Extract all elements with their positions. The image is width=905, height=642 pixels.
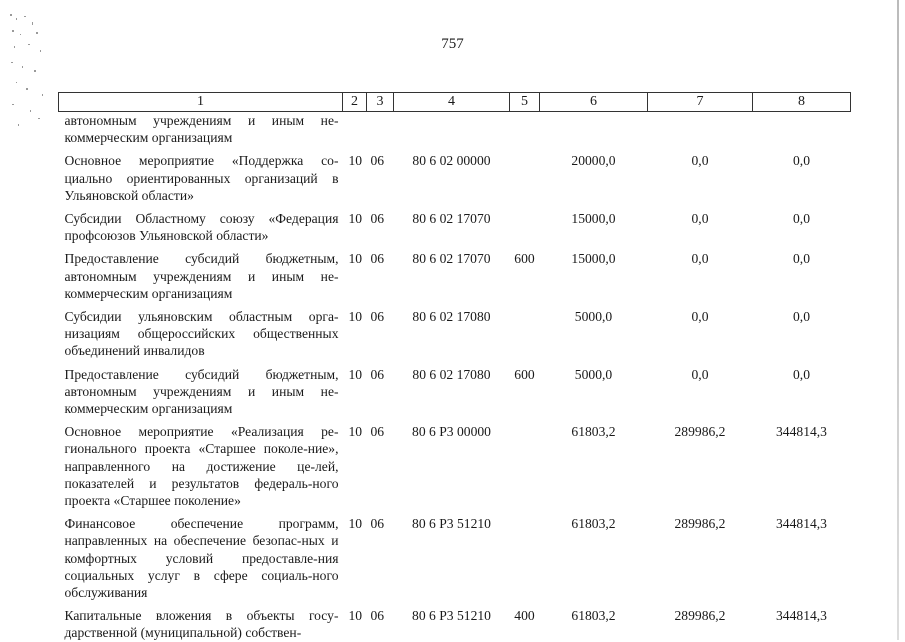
header-col-5: 5: [510, 93, 540, 112]
budget-table: [58, 92, 851, 642]
row-description: Предоставление субсидий бюджетным, автономным учреждениям и иным не-коммерческим организациям: [64, 366, 339, 417]
row-amount-year2: 0,0: [691, 211, 709, 227]
scan-right-edge: [897, 0, 899, 640]
row-target-code: [394, 112, 510, 147]
header-col-3: 3: [367, 93, 394, 112]
row-amount-year3: 0,0: [793, 309, 810, 325]
row-subsection-code: 06: [370, 251, 385, 267]
row-target-code: 80 6 P3 00000: [412, 424, 491, 440]
row-target-code: 80 6 02 00000: [412, 153, 491, 169]
row-description: Субсидии Областному союзу «Федерация профсоюзов Ульяновской области»: [64, 211, 339, 244]
row-subsection-code: 06: [370, 153, 385, 169]
row-target-code: 80 6 02 17080: [412, 366, 491, 382]
row-description: Субсидии ульяновским областным орга-низациям общероссийских общественных объединений инвалидов: [64, 309, 339, 359]
header-col-2: 2: [343, 93, 367, 112]
row-amount-year1: 15000,0: [571, 211, 616, 227]
row-description: Предоставление субсидий бюджетным, автономным учреждениям и иным не-коммерческим организациям: [64, 251, 339, 301]
row-amount-year1: 61803,2: [571, 608, 616, 624]
row-expense-type: [510, 204, 540, 244]
row-amount-year2: 0,0: [691, 251, 709, 267]
row-subsection-code: 06: [370, 424, 385, 440]
row-subsection-code: 06: [370, 516, 385, 532]
row-expense-type: 400: [514, 608, 535, 624]
row-expense-type: 600: [514, 366, 535, 382]
row-amount-year1: [540, 112, 648, 147]
row-amount-year1: 20000,0: [571, 153, 616, 169]
table-row: [59, 112, 851, 147]
row-section-code: 10: [348, 608, 363, 624]
row-amount-year3: 0,0: [793, 211, 810, 227]
page-number: 757: [441, 36, 464, 52]
row-expense-type: [510, 112, 540, 147]
table-row: [59, 601, 851, 641]
row-amount-year2: [648, 112, 753, 147]
header-col-1: 1: [59, 93, 343, 112]
row-subsection-code: 06: [370, 608, 385, 624]
header-col-6: 6: [540, 93, 648, 112]
table-row: [59, 146, 851, 204]
row-section-code: 10: [348, 424, 363, 440]
row-description: Основное мероприятие «Поддержка со-циально ориентированных организаций в Ульяновской области»: [64, 153, 339, 203]
row-amount-year1: 5000,0: [574, 309, 613, 325]
row-expense-type: [510, 417, 540, 509]
row-amount-year2: 0,0: [691, 366, 709, 382]
row-section-code: 10: [348, 309, 363, 325]
row-target-code: 80 6 02 17070: [412, 251, 491, 267]
row-amount-year3: 0,0: [793, 251, 810, 267]
row-expense-type: [510, 146, 540, 204]
row-expense-type: [510, 302, 540, 360]
row-subsection-code: 06: [370, 211, 385, 227]
row-amount-year1: 15000,0: [571, 251, 616, 267]
row-amount-year3: 344814,3: [776, 516, 827, 532]
header-col-7: 7: [648, 93, 753, 112]
row-description: Капитальные вложения в объекты госу-дарственной (муниципальной) собствен-: [64, 608, 339, 641]
row-amount-year3: [753, 112, 851, 147]
row-amount-year1: 61803,2: [571, 516, 616, 532]
table-row: [59, 417, 851, 509]
row-expense-type: [510, 509, 540, 601]
table-body: [59, 112, 851, 642]
row-expense-type: 600: [514, 251, 535, 267]
row-amount-year2: 289986,2: [674, 516, 726, 532]
row-amount-year2: 0,0: [691, 153, 709, 169]
header-col-4: 4: [394, 93, 510, 112]
row-target-code: 80 6 02 17080: [412, 309, 491, 325]
row-section-code: 10: [348, 211, 363, 227]
row-amount-year2: 289986,2: [674, 608, 726, 624]
scan-edge-noise: [6, 10, 50, 130]
row-amount-year2: 289986,2: [674, 424, 726, 440]
row-subsection-code: [367, 112, 394, 147]
row-amount-year3: 344814,3: [776, 424, 827, 440]
table-row: [59, 360, 851, 418]
row-target-code: 80 6 P3 51210: [412, 608, 491, 624]
row-target-code: 80 6 P3 51210: [412, 516, 491, 532]
row-amount-year3: 0,0: [793, 153, 810, 169]
table-row: [59, 509, 851, 601]
table-row: [59, 302, 851, 360]
row-subsection-code: 06: [370, 366, 385, 382]
row-amount-year3: 344814,3: [776, 608, 827, 624]
table-row: [59, 204, 851, 244]
row-section-code: 10: [348, 153, 363, 169]
row-subsection-code: 06: [370, 309, 385, 325]
row-target-code: 80 6 02 17070: [412, 211, 491, 227]
row-section-code: [343, 112, 367, 147]
row-description: Основное мероприятие «Реализация ре-гионального проекта «Старшее поколе-ние», направленного на достижение це-лей, показателей и результатов федераль-ного проекта «Старшее поколение»: [64, 424, 339, 509]
row-amount-year1: 5000,0: [574, 366, 613, 382]
row-amount-year1: 61803,2: [571, 424, 616, 440]
header-col-8: 8: [753, 93, 851, 112]
row-section-code: 10: [348, 366, 363, 382]
row-amount-year2: 0,0: [691, 309, 709, 325]
row-amount-year3: 0,0: [793, 366, 810, 382]
row-section-code: 10: [348, 516, 363, 532]
row-section-code: 10: [348, 251, 363, 267]
row-description: Финансовое обеспечение программ, направленных на обеспечение безопас-ных и комфортных условий предоставле-ния социальных услуг в сфере социаль-ного обслуживания: [64, 516, 339, 601]
table-header-row: [59, 93, 851, 112]
table-row: [59, 244, 851, 302]
row-description: автономным учреждениям и иным не-коммерческим организациям: [64, 113, 339, 146]
